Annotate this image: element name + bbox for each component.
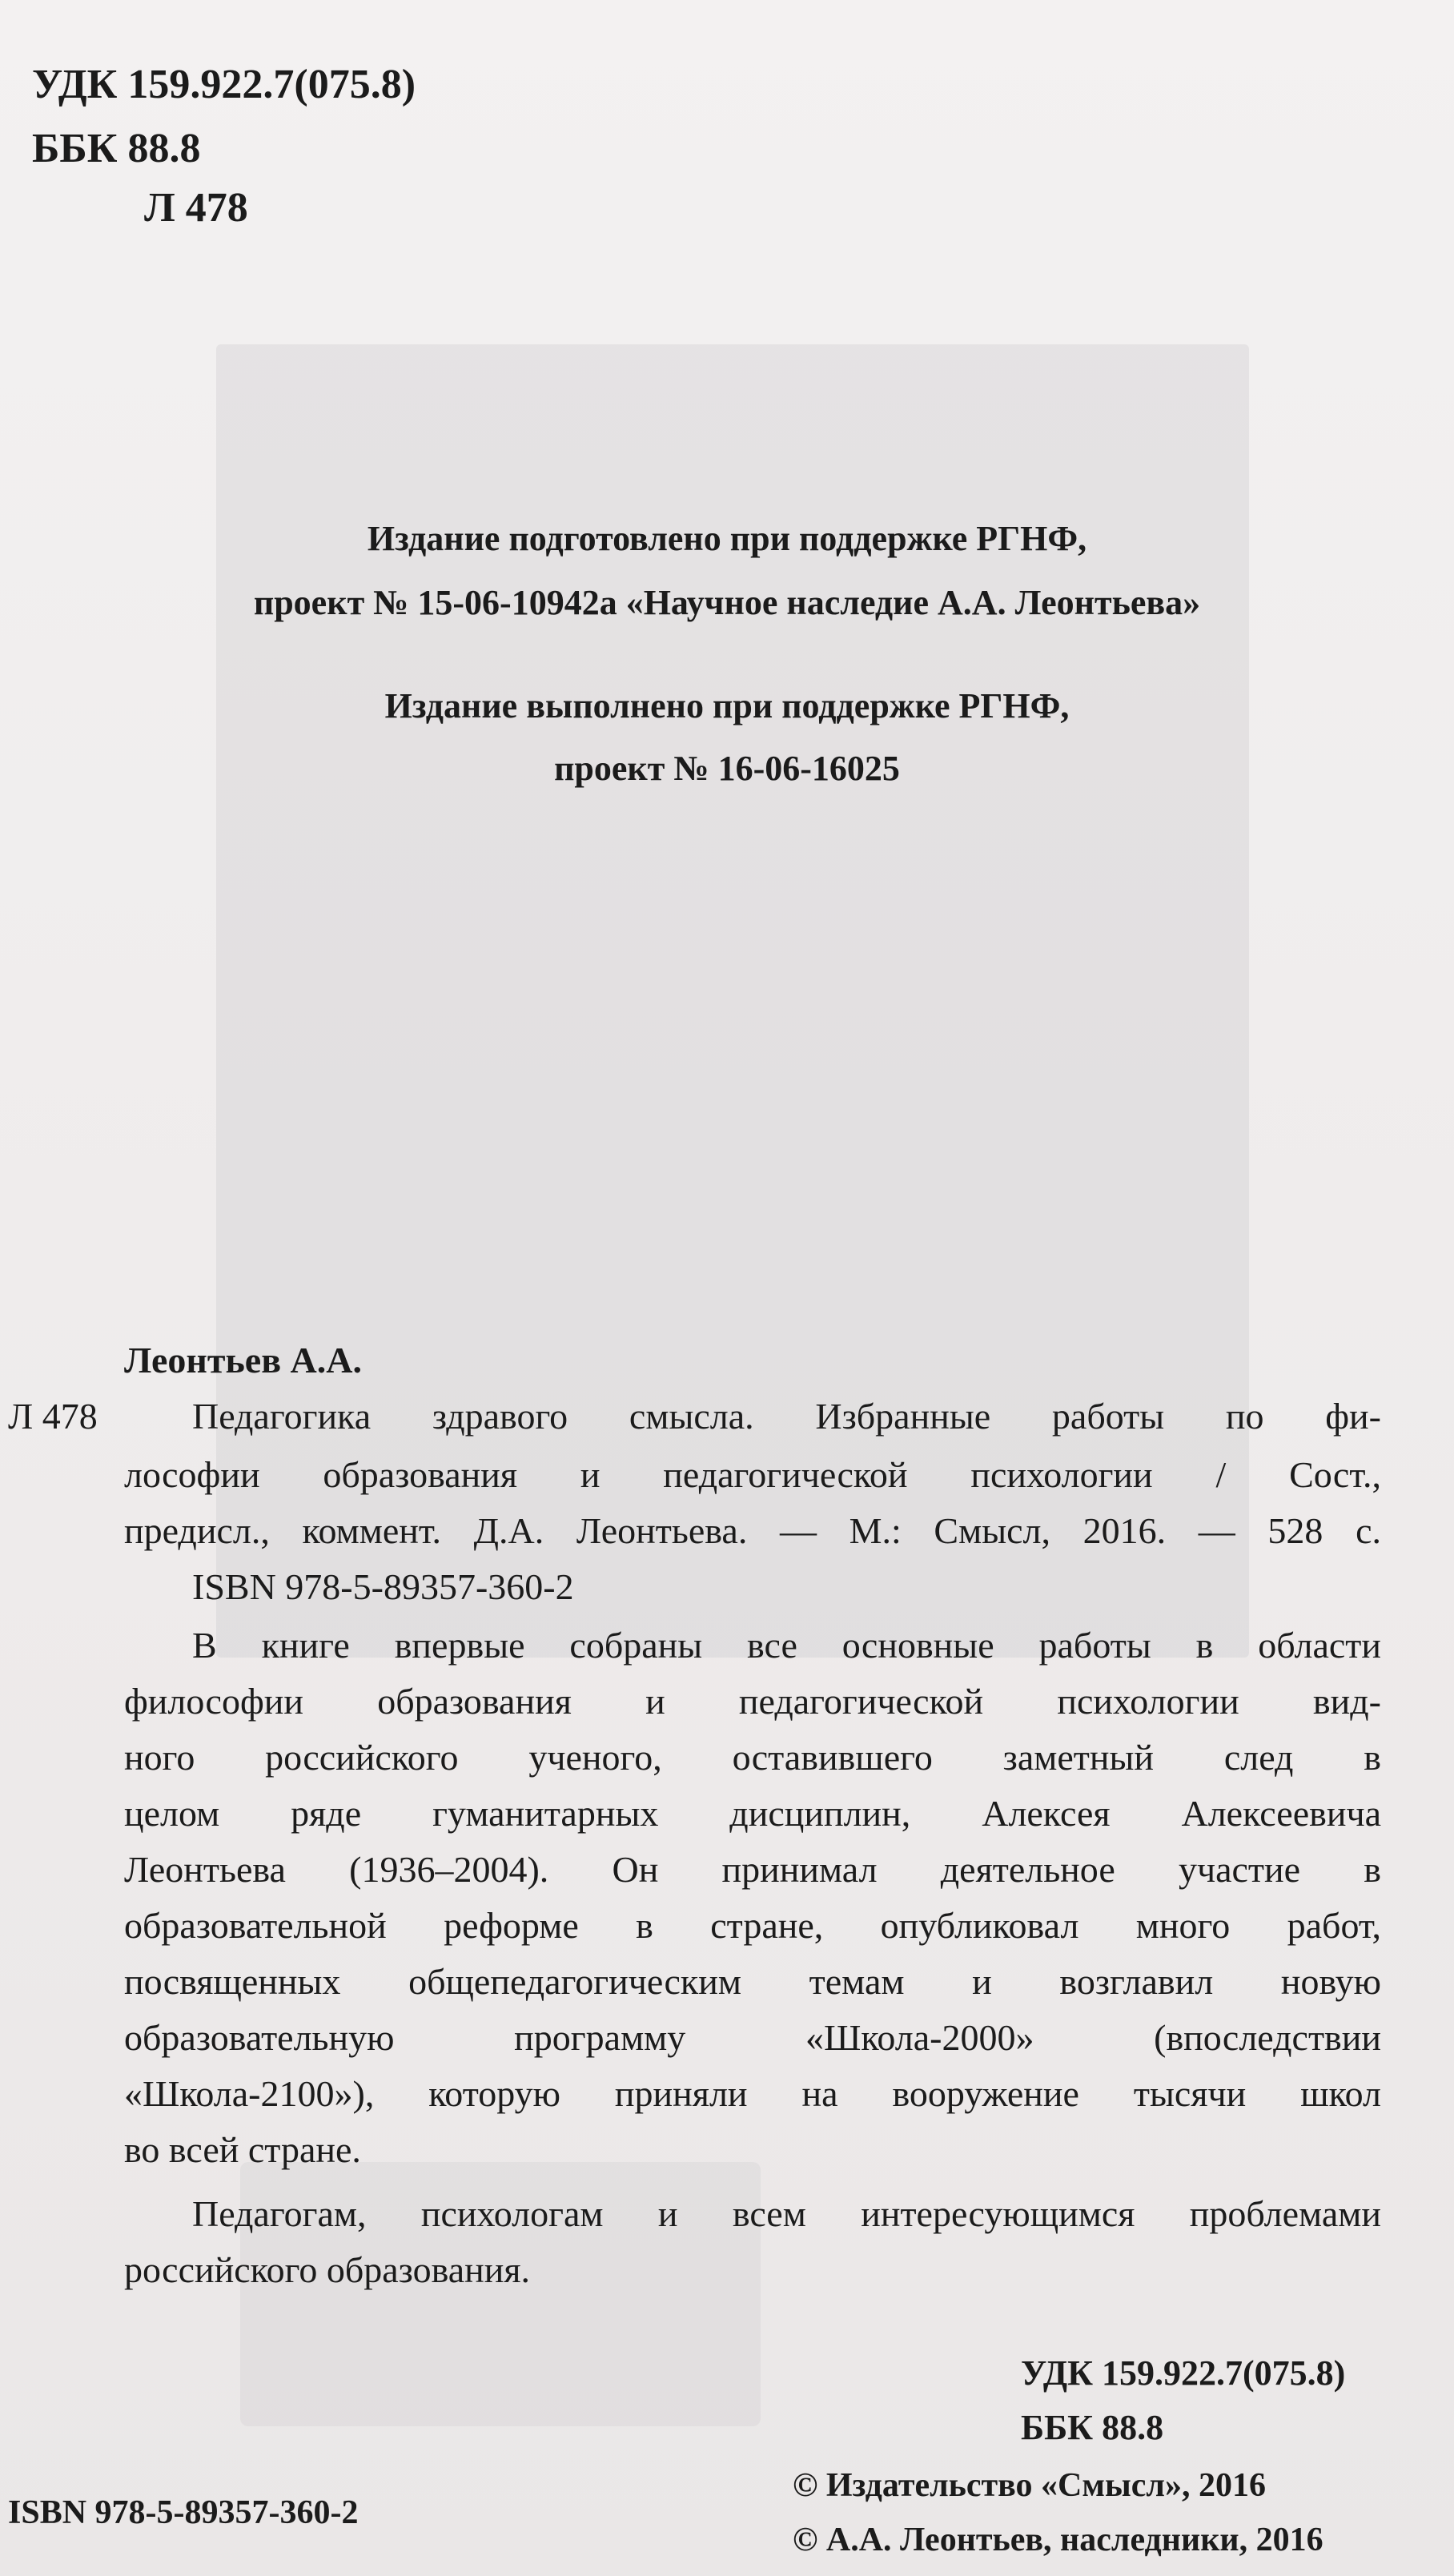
record-line: лософии образования и педагогической психологии / Сост., [124,1454,1381,1495]
annotation-line: образовательную программу «Школа-2000» (впоследствии [124,2017,1381,2058]
audience-line: российского образования. [124,2249,531,2290]
grant-2-line-1: Издание выполнено при поддержке РГНФ, [384,686,1070,725]
annotation-line: ного российского ученого, оставившего заметный след в [124,1737,1381,1778]
isbn-bottom: ISBN 978-5-89357-360-2 [8,2494,359,2531]
bbk-code-top: ББК 88.8 [32,126,201,171]
grant-1-line-2: проект № 15-06-10942а «Научное наследие А.А. Леонтьева» [253,583,1201,622]
bbk-code-bottom: ББК 88.8 [1021,2408,1164,2447]
record-line: Педагогика здравого смысла. Избранные работы по фи- [192,1396,1381,1437]
grant-2-line-2: проект № 16-06-16025 [554,749,900,788]
annotation-line: философии образования и педагогической психологии вид- [124,1681,1381,1722]
annotation-line: «Школа-2100»), которую приняли на вооружение тысячи школ [124,2073,1381,2114]
record-line: предисл., коммент. Д.А. Леонтьева. — М.: Смысл, 2016. — 528 с. [124,1510,1381,1551]
udk-code-top: УДК 159.922.7(075.8) [32,62,416,107]
author-mark: Л 478 [8,1396,98,1437]
copyright-publisher: © Издательство «Смысл», 2016 [793,2467,1266,2504]
grant-1-line-1: Издание подготовлено при поддержке РГНФ, [367,519,1087,558]
annotation-line: образовательной реформе в стране, опубликовал много работ, [124,1905,1381,1946]
audience-line: Педагогам, психологам и всем интересующимся проблемами [192,2193,1381,2234]
annotation-line: во всей стране. [124,2129,361,2170]
isbn-line: ISBN 978-5-89357-360-2 [192,1566,574,1607]
author-mark-top: Л 478 [144,185,248,231]
udk-code-bottom: УДК 159.922.7(075.8) [1021,2353,1346,2393]
copyright-heirs: © А.А. Леонтьев, наследники, 2016 [793,2522,1323,2558]
annotation-line: целом ряде гуманитарных дисциплин, Алексея Алексеевича [124,1793,1381,1834]
author-heading: Леонтьев А.А. [124,1340,363,1380]
annotation-line: В книге впервые собраны все основные работы в области [192,1625,1381,1666]
annotation-line: Леонтьева (1936–2004). Он принимал деятельное участие в [124,1849,1381,1890]
annotation-line: посвященных общепедагогическим темам и возглавил новую [124,1961,1381,2002]
